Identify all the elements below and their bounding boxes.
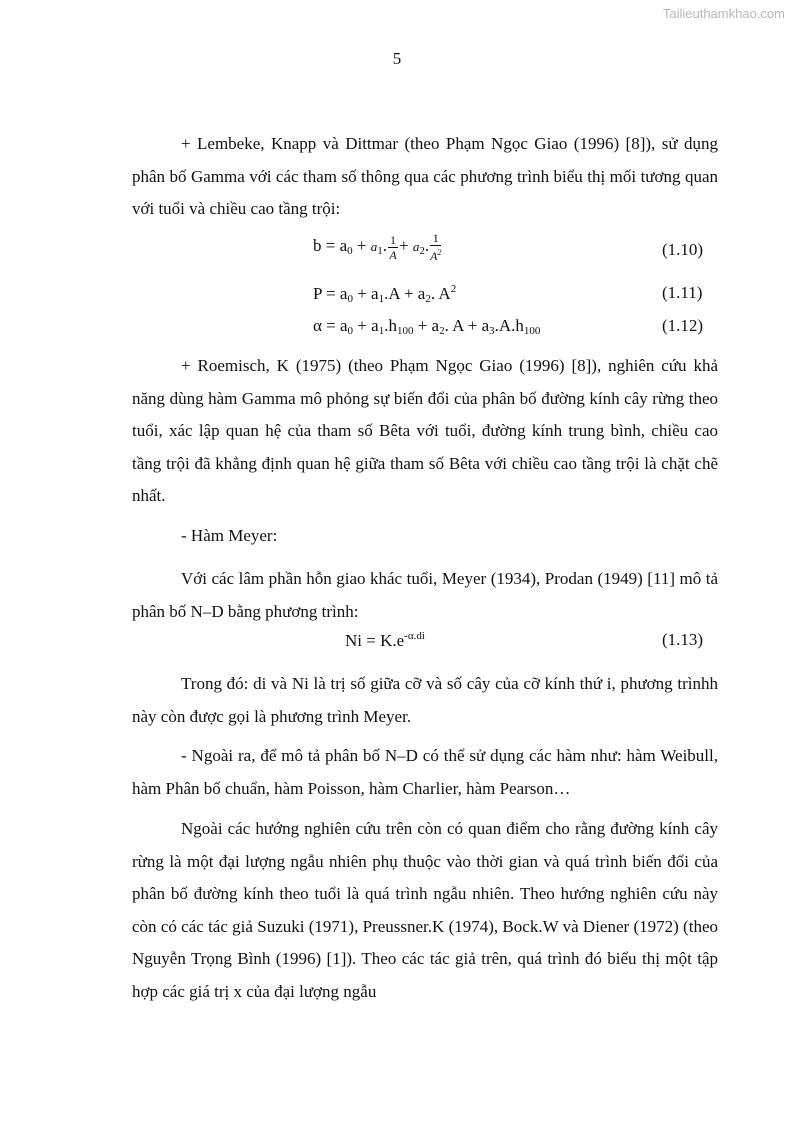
equation-1-13: $Ni = K.e^{-\alpha.di}$ [345, 630, 425, 650]
equation-1-11: $P = a_0 + a_1.A + a_2$. $A^2$ [313, 283, 457, 305]
paragraph-trong-do: Trong đó: di và Ni là trị số giữa cỡ và số cây của cỡ kính thứ i, phương trìnhh này còn được gọi là phương trình Meyer. [132, 674, 718, 726]
paragraph-meyer-heading: - Hàm Meyer: [181, 526, 278, 545]
equation-number-1-13: (1.13) [662, 630, 704, 649]
equation-number-1-10: (1.10) [662, 240, 704, 259]
paragraph-lembeke: + Lembeke, Knapp và Dittmar (theo Phạm Ngọc Giao (1996) [8]), sử dụng phân bố Gamma với các tham số thông qua các phương trình biểu thị mối tương quan với tuổi và chiều cao tầng trội: [132, 134, 718, 218]
paragraph-roemisch: + Roemisch, K (1975) (theo Phạm Ngọc Giao (1996) [8]), nghiên cứu khả năng dùng hàm Gamma mô phỏng sự biến đổi của phân bố đường kính cây rừng theo tuổi, xác lập quan hệ của tham số Bêta với tuổi, đường kính trung bình, chiều cao tầng trội đã khẳng định quan hệ giữa tham số Bêta với chiều cao tầng trội là chặt chẽ nhất. [132, 356, 718, 505]
equation-1-12: $\alpha = a_0 + a_1.h_{100} + a_2$. $A + a_3.A.h_{100}$ [313, 316, 541, 337]
equation-1-10: $b = a_0 + a_1$. $\frac{1}{A}$ + $a_2$. $\frac{1}{A^2}$ [313, 231, 442, 263]
page-number: 5 [392, 49, 402, 68]
equation-number-1-11: (1.11) [662, 283, 703, 302]
watermark: Tailieuthamkhao.com [662, 6, 785, 21]
equation-number-1-12: (1.12) [662, 316, 704, 335]
paragraph-ngau-nhien: Ngoài các hướng nghiên cứu trên còn có quan điểm cho rằng đường kính cây rừng là một đại lượng ngẫu nhiên phụ thuộc vào thời gian và quá trình biến đổi của phân bố đường kính theo tuổi là quá trình ngẫu nhiên. Theo hướng nghiên cứu này còn có các tác giả Suzuki (1971), Preussner.K (1974), Bock.W và Diener (1972) (theo Nguyễn Trọng Bình (1996) [1]). Theo các tác giả trên, quá trình đó biểu thị một tập hợp các giá trị x của đại lượng ngẫu [132, 819, 718, 1001]
paragraph-meyer: Với các lâm phần hỗn giao khác tuổi, Meyer (1934), Prodan (1949) [11] mô tả phân bố N–D bằng phương trình: [132, 569, 718, 621]
paragraph-ngoai-ra: - Ngoài ra, để mô tả phân bố N–D có thể sử dụng các hàm như: hàm Weibull, hàm Phân bố chuẩn, hàm Poisson, hàm Charlier, hàm Pearson… [132, 746, 718, 798]
